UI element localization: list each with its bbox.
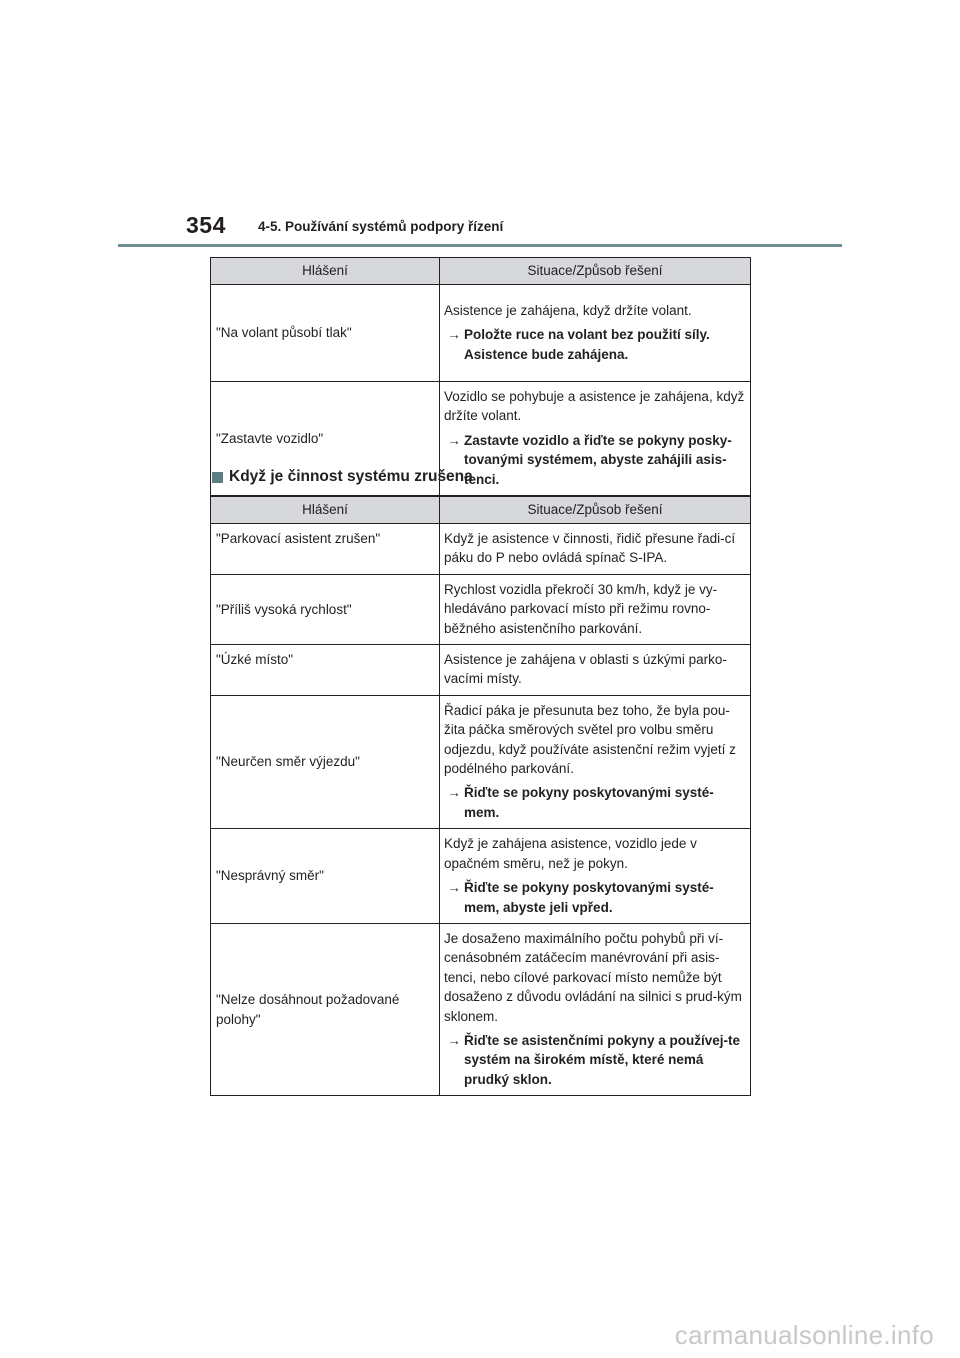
action-instruction — [444, 325, 746, 364]
subheading — [212, 468, 473, 486]
column-header-solution: Situace/Způsob řešení — [440, 497, 751, 524]
message-cell: "Neurčen směr výjezdu" — [211, 695, 440, 828]
message-cell: "Nesprávný směr" — [211, 829, 440, 924]
section-title: 4-5. Používání systémů podpory řízení — [258, 219, 504, 234]
solution-cell — [440, 923, 751, 1095]
situation-text: Když je zahájena asistence, vozidlo jede v opačném směru, než je pokyn. — [444, 836, 697, 871]
messages-table-cancelled — [210, 496, 751, 1096]
action-instruction — [444, 1031, 746, 1089]
situation-text: Asistence je zahájena v oblasti s úzkými parko-vacími místy. — [444, 652, 727, 687]
right-arrow-icon: → — [447, 785, 461, 801]
column-header-solution: Situace/Způsob řešení — [440, 258, 751, 285]
solution-cell — [440, 574, 751, 644]
action-text: Řiďte se pokyny poskytovanými systé-mem. — [464, 785, 714, 820]
table-row — [211, 645, 751, 696]
table-row — [211, 695, 751, 828]
situation-text: Řadicí páka je přesunuta bez toho, že byla pou-žita páčka směrových světel pro volbu směru odjezdu, když používáte asistenční režim vyjetí z podélného parkování. — [444, 702, 736, 777]
column-header-message: Hlášení — [211, 497, 440, 524]
right-arrow-icon: → — [447, 432, 461, 448]
messages-table-assist — [210, 257, 751, 496]
solution-cell — [440, 285, 751, 382]
action-text: Řiďte se asistenčními pokyny a používej-te systém na širokém místě, které nemá prudký sklon. — [464, 1032, 741, 1087]
square-bullet-icon — [212, 472, 223, 483]
action-text: Řiďte se pokyny poskytovanými systé-mem, abyste jeli vpřed. — [464, 880, 714, 915]
action-text: Zastavte vozidlo a řiďte se pokyny posky-tovanými systémem, abyste zahájili asis-tenci. — [464, 432, 732, 487]
table-row — [211, 524, 751, 575]
right-arrow-icon: → — [447, 327, 461, 343]
table-header-row — [211, 497, 751, 524]
message-cell: "Parkovací asistent zrušen" — [211, 524, 440, 575]
table-row — [211, 285, 751, 382]
header-divider — [118, 244, 842, 247]
column-header-message: Hlášení — [211, 258, 440, 285]
message-cell: "Na volant působí tlak" — [211, 285, 440, 382]
situation-text: Asistence je zahájena, když držíte volant. — [444, 302, 692, 318]
solution-cell — [440, 524, 751, 575]
action-instruction — [444, 783, 746, 822]
table-row — [211, 923, 751, 1095]
action-instruction — [444, 878, 746, 917]
page-number: 354 — [186, 212, 226, 238]
solution-cell — [440, 645, 751, 696]
right-arrow-icon: → — [447, 1032, 461, 1048]
situation-text: Vozidlo se pohybuje a asistence je zahájena, když držíte volant. — [444, 389, 745, 424]
table-row — [211, 574, 751, 644]
solution-cell — [440, 695, 751, 828]
watermark-link[interactable]: carmanualsonline.info — [674, 1320, 934, 1350]
subheading-text: Když je činnost systému zrušena — [229, 468, 473, 485]
solution-cell — [440, 382, 751, 496]
situation-text: Rychlost vozidla překročí 30 km/h, když je vy-hledáváno parkovací místo při režimu rovno-běžného asistenčního parkování. — [444, 581, 718, 636]
solution-cell — [440, 829, 751, 924]
right-arrow-icon: → — [447, 880, 461, 896]
situation-text: Je dosaženo maximálního počtu pohybů při ví-cenásobném zatáčecím manévrování při asis-tenci, nebo cílové parkovací místo nemůže být dosaženo z důvodu ovládání na silnici s prud-kým sklonem. — [444, 930, 742, 1024]
action-text: Položte ruce na volant bez použití síly. Asistence bude zahájena. — [464, 327, 710, 362]
message-cell: "Úzké místo" — [211, 645, 440, 696]
table-row — [211, 829, 751, 924]
message-cell: "Zastavte vozidlo" — [211, 382, 440, 496]
action-instruction — [444, 431, 746, 489]
situation-text: Když je asistence v činnosti, řidič přesune řadi-cí páku do P nebo ovládá spínač S-IPA. — [444, 531, 736, 566]
message-cell: "Nelze dosáhnout požadované polohy" — [211, 923, 440, 1095]
message-cell: "Příliš vysoká rychlost" — [211, 574, 440, 644]
table-header-row — [211, 258, 751, 285]
